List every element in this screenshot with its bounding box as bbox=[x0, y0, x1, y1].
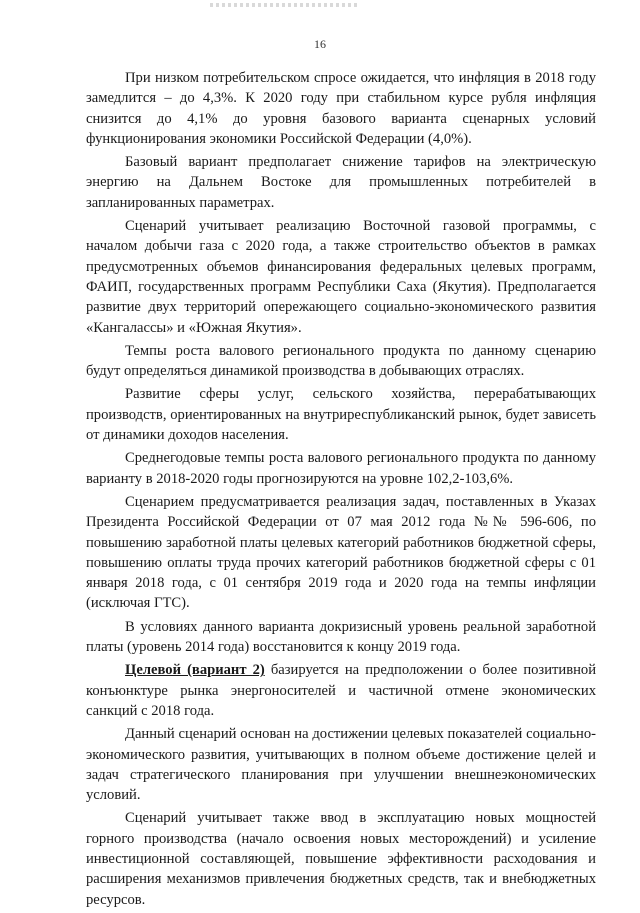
paragraph-tariffs: Базовый вариант предполагает снижение тарифов на электрическую энергию на Дальнем Востоке для промышленных потребителей в запланированных параметрах. bbox=[86, 154, 596, 211]
target-variant-heading: Целевой (вариант 2) bbox=[125, 662, 265, 679]
document-body bbox=[86, 68, 596, 913]
paragraph-decrees: Сценарием предусматривается реализация задач, поставленных в Указах Президента Российской Федерации от 07 мая 2012 года №№ 596-606, по повышению заработной платы целевых категорий работников бюджетной сферы, повышению оплаты труда прочих категорий работников бюджетной сферы с 01 января 2018 года, с 01 сентября 2019 года и 2020 года на темпы инфляции (исключая ГТС). bbox=[86, 493, 596, 612]
paragraph-inflation: При низком потребительском спросе ожидается, что инфляция в 2018 году замедлится – до 4,3%. К 2020 году при стабильном курсе рубля инфляция снизится до 4,1% до уровня базового варианта сценарных условий функционирования экономики Российской Федерации (4,0%). bbox=[86, 70, 596, 147]
paragraph-gas-program: Сценарий учитывает реализацию Восточной газовой программы, с началом добычи газа с 2020 года, а также строительство объектов в рамках предусмотренных объемов финансирования федеральных целевых программ, ФАИП, государственных программ Республики Саха (Якутия). Предполагается развитие двух территорий опережающего социально-экономического развития «Кангалассы» и «Южная Якутия». bbox=[86, 218, 596, 336]
paragraph-target-basis: Данный сценарий основан на достижении целевых показателей социально-экономического развития, учитывающих в полном объеме достижение целей и задач стратегического планирования при улучшении внешнеэкономических условий. bbox=[86, 726, 596, 804]
paragraph-target-variant bbox=[86, 660, 596, 721]
paragraph-growth-rates: Среднегодовые темпы роста валового регионального продукта по данному варианту в 2018-2020 годы прогнозируются на уровне 102,2-103,6%. bbox=[86, 450, 596, 487]
paragraph-mining-capacity: Сценарий учитывает также ввод в эксплуатацию новых мощностей горного производства (начало освоения новых месторождений) и усиление инвестиционной составляющей, повышение эффективности расходования и расширения механизмов привлечения бюджетных средств, так и внебюджетных ресурсов. bbox=[86, 810, 596, 908]
paragraph-real-wages: В условиях данного варианта докризисный уровень реальной заработной платы (уровень 2014 года) восстановится к концу 2019 года. bbox=[86, 618, 596, 656]
scan-artifact bbox=[210, 3, 360, 7]
page-number: 16 bbox=[314, 37, 326, 51]
target-variant-text: базируется на предположении о более позитивной конъюнктуре рынка энергоносителей и частичной отмене экономических санкций с 2018 года. bbox=[86, 662, 596, 719]
paragraph-grp-dynamics: Темпы роста валового регионального продукта по данному сценарию будут определяться динамикой производства в добывающих отраслях. bbox=[86, 342, 596, 380]
paragraph-services: Развитие сферы услуг, сельского хозяйства, перерабатывающих производств, ориентированных на внутриреспубликанский рынок, будет зависеть от динамики доходов населения. bbox=[86, 386, 596, 444]
